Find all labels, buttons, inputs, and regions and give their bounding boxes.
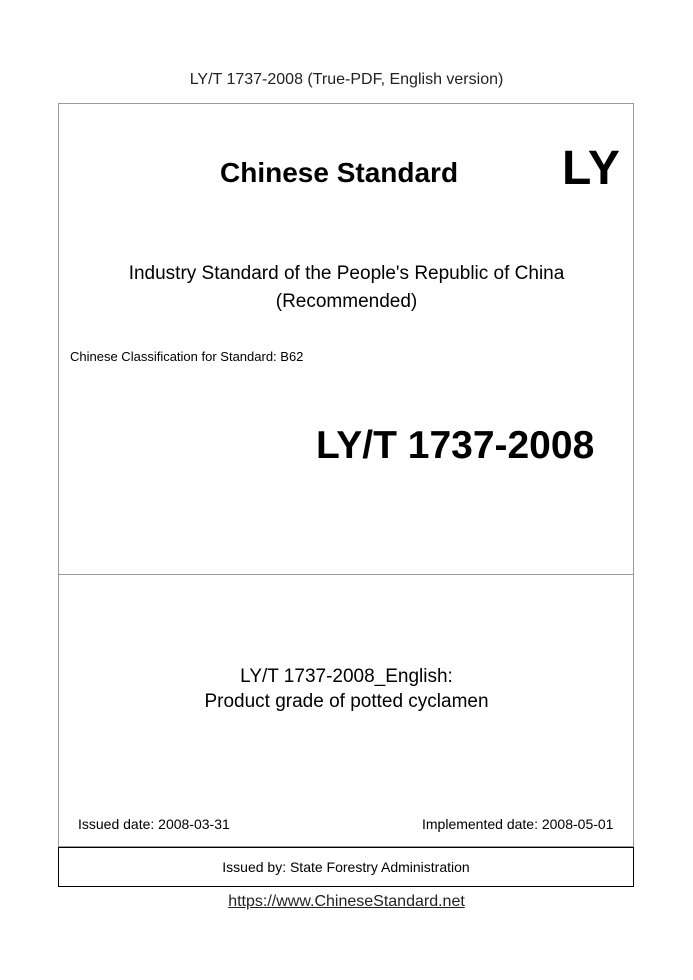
issued-by-text: Issued by: State Forestry Administration — [222, 859, 470, 875]
document-header: LY/T 1737-2008 (True-PDF, English version) — [189, 71, 504, 88]
issued-date: Issued date: 2008-03-31 — [78, 816, 230, 832]
issued-by-box — [58, 847, 634, 887]
standard-type-title: Chinese Standard — [220, 157, 459, 188]
document-title — [0, 664, 693, 714]
website-link[interactable]: https://www.ChineseStandard.net — [228, 893, 465, 910]
industry-line-2: (Recommended) — [275, 291, 418, 312]
industry-line-1: Industry Standard of the People's Republic of China — [128, 263, 565, 284]
document-title-line-1: LY/T 1737-2008_English: — [240, 666, 453, 687]
document-title-line-2: Product grade of potted cyclamen — [204, 691, 489, 712]
standard-number: LY/T 1737-2008 — [316, 424, 595, 467]
implemented-date: Implemented date: 2008-05-01 — [422, 816, 614, 832]
ly-logo: LY — [562, 142, 621, 195]
classification-label: Chinese Classification for Standard: B62 — [70, 349, 304, 364]
industry-standard-text — [0, 260, 693, 316]
